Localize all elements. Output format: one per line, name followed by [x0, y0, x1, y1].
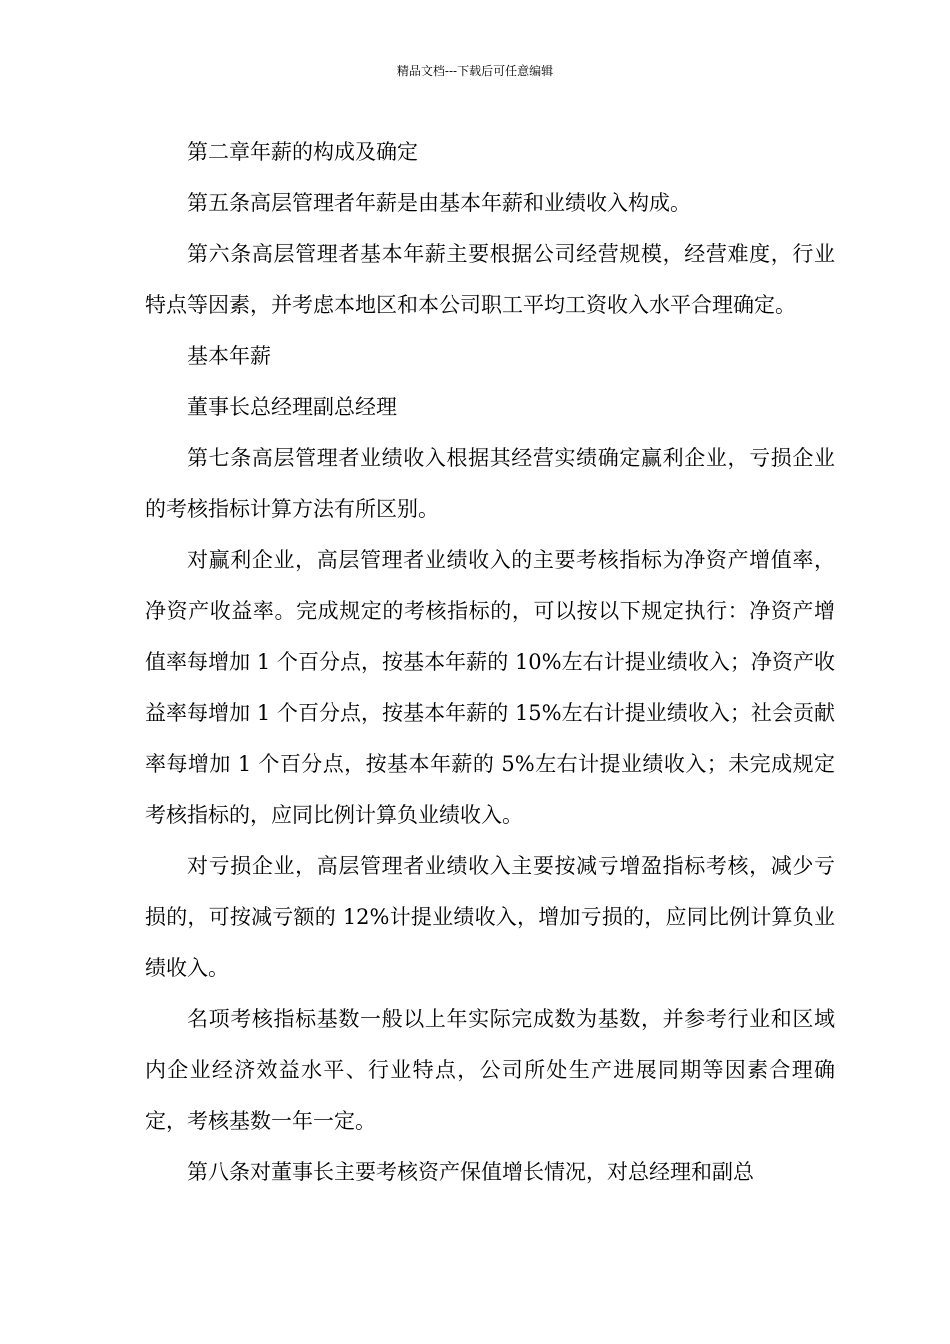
chapter-heading: 第二章年薪的构成及确定: [187, 140, 418, 164]
assessment-baseline-paragraph: 名项考核指标基数一般以上年实际完成数为基数，并参考行业和区域内企业经济效益水平、行业特点，公司所处生产进展同期等因素合理确定，考核基数一年一定。: [145, 1007, 835, 1133]
article-7-paragraph: 第七条高层管理者业绩收入根据其经营实绩确定赢利企业，亏损企业的考核指标计算方法有所区别。: [145, 446, 835, 521]
article-6-paragraph: 第六条高层管理者基本年薪主要根据公司经营规模，经营难度，行业特点等因素，并考虑本地区和本公司职工平均工资收入水平合理确定。: [145, 242, 835, 317]
positions-line: 董事长总经理副总经理: [187, 395, 397, 419]
profitable-enterprise-paragraph: 对赢利企业，高层管理者业绩收入的主要考核指标为净资产增值率，净资产收益率。完成规定的考核指标的，可以按以下规定执行：净资产增值率每增加 1 个百分点，按基本年薪的 10%左右计提业绩收入；净资产收益率每增加 1 个百分点，按基本年薪的 15%左右计提业绩收入；社会贡献率每增加 1 个百分点，按基本年薪的 5%左右计提业绩收入；未完成规定考核指标的，应同比例计算负业绩收入。: [145, 548, 835, 827]
loss-enterprise-paragraph: 对亏损企业，高层管理者业绩收入主要按减亏增盈指标考核，减少亏损的，可按减亏额的 12%计提业绩收入，增加亏损的，应同比例计算负业绩收入。: [145, 854, 835, 980]
basic-salary-label: 基本年薪: [187, 344, 271, 368]
article-5-paragraph: 第五条高层管理者年薪是由基本年薪和业绩收入构成。: [187, 191, 691, 215]
document-body: [145, 127, 835, 1198]
page-header: 精品文档---下载后可任意编辑: [396, 64, 554, 78]
article-8-paragraph: 第八条对董事长主要考核资产保值增长情况，对总经理和副总: [187, 1160, 754, 1184]
